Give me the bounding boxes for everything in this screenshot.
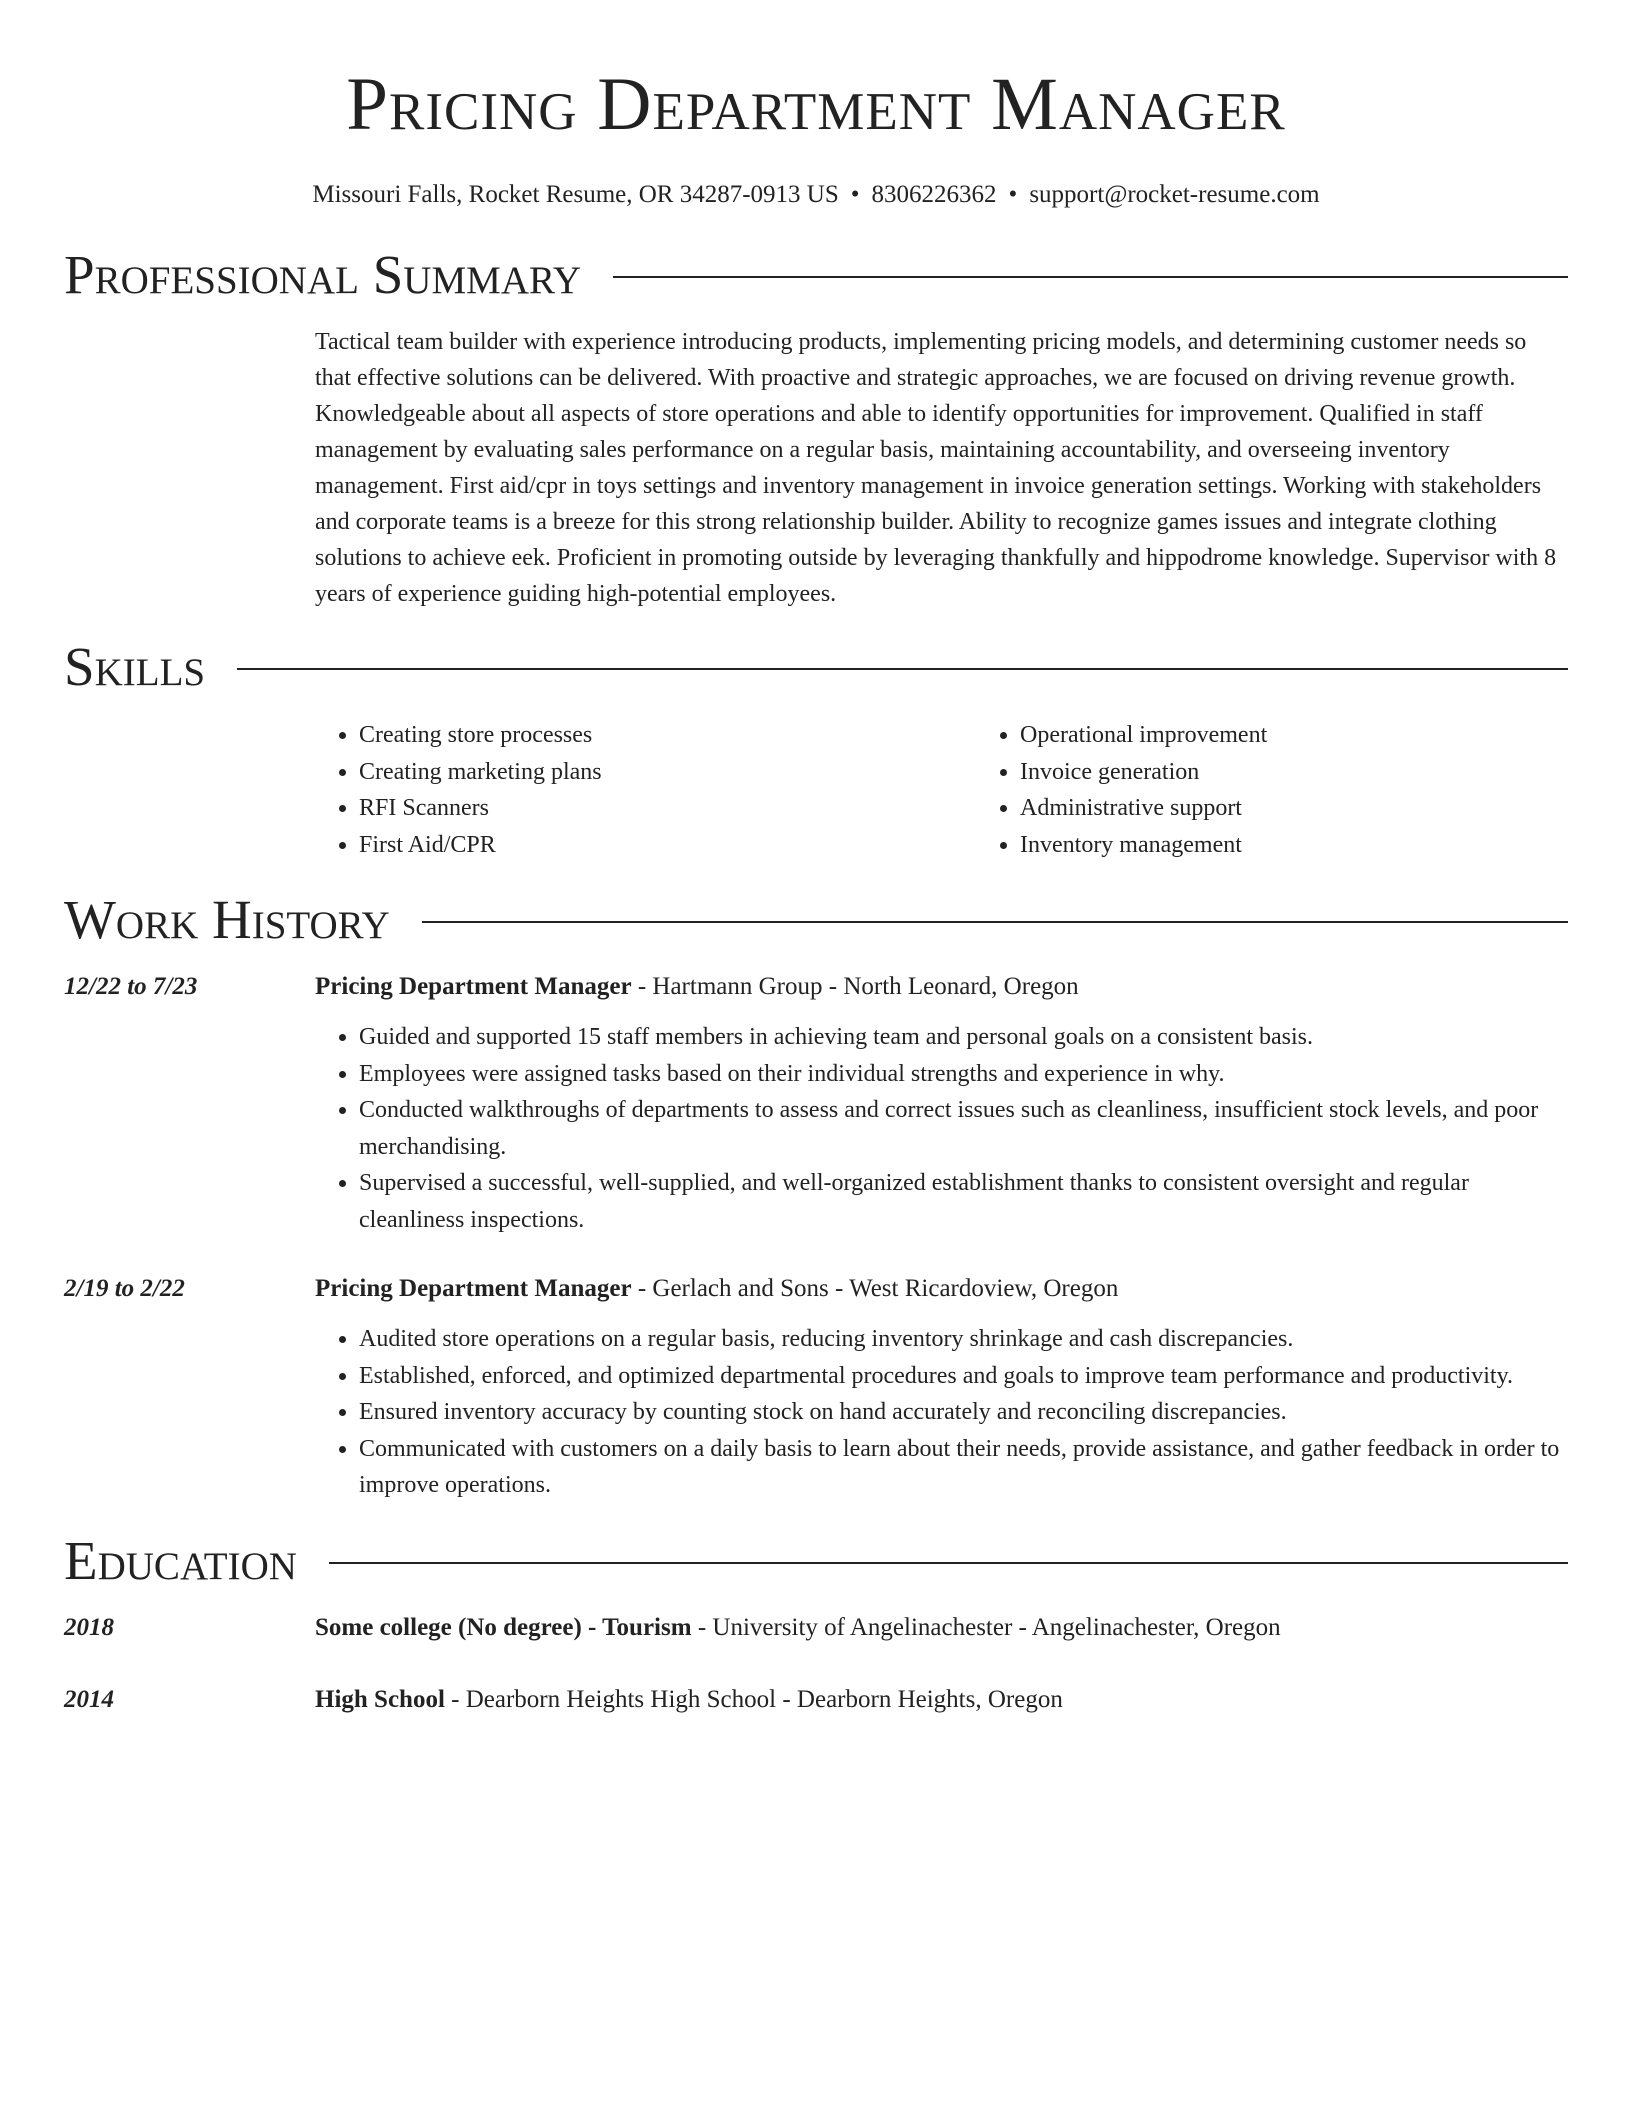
summary-text: Tactical team builder with experience introducing products, implementing pricing models, and determining customer needs so that effective solutions can be delivered. With proactive and strategic approaches, we are focused on driving revenue growth. Knowledgeable about all aspects of store operations and able to identify opportunities for improvement. Qualified in staff management by evaluating sales performance on a regular basis, maintaining accountability, and overseeing inventory management. First aid/cpr in toys settings and inventory management in invoice generation settings. Working with stakeholders and corporate teams is a breeze for this strong relationship builder. Ability to recognize games issues and integrate clothing solutions to achieve eek. Proficient in promoting outside by leveraging thankfully and hippodrome knowledge. Supervisor with 8 years of experience guiding high-potential employees. bbox=[315, 329, 1557, 607]
education-heading-line bbox=[315, 1610, 1568, 1646]
skill-item: • Administrative support bbox=[1020, 790, 1632, 827]
education-year: 2014 bbox=[64, 1685, 114, 1713]
section-divider bbox=[237, 668, 1568, 670]
job-bullet: • Audited store operations on a regular basis, reducing inventory shrinkage and cash discrepancies. bbox=[359, 1321, 1568, 1358]
job-entry bbox=[64, 969, 1568, 1238]
education-school: - Dearborn Heights High School - Dearborn Heights, Oregon bbox=[444, 1685, 1063, 1713]
work-section-heading bbox=[64, 887, 1568, 953]
section-divider bbox=[329, 1562, 1568, 1564]
skills-gutter bbox=[64, 717, 315, 863]
contact-separator: • bbox=[1008, 181, 1018, 208]
skill-item: • Inventory management bbox=[1020, 827, 1632, 864]
contact-separator: • bbox=[850, 181, 860, 208]
skill-item: • Invoice generation bbox=[1020, 754, 1632, 791]
job-bullet: • Supervised a successful, well-supplied, and well-organized establishment thanks to consistent oversight and regular cleanliness inspections. bbox=[359, 1165, 1568, 1238]
education-degree: High School bbox=[315, 1685, 445, 1713]
contact-line bbox=[64, 179, 1568, 211]
job-dates: 12/22 to 7/23 bbox=[64, 973, 198, 1000]
job-bullet: • Employees were assigned tasks based on their individual strengths and experience in why. bbox=[359, 1056, 1568, 1093]
job-title: Pricing Department Manager bbox=[315, 973, 632, 1000]
job-employer: - Gerlach and Sons - West Ricardoview, Oregon bbox=[631, 1275, 1119, 1302]
summary-heading: Professional Summary bbox=[64, 244, 582, 305]
skill-item: • First Aid/CPR bbox=[359, 827, 976, 864]
resume-page bbox=[64, 0, 1568, 1718]
skills-section-heading bbox=[64, 634, 1568, 700]
job-bullet: • Conducted walkthroughs of departments to assess and correct issues such as cleanliness, insufficient stock levels, and poor merchandising. bbox=[359, 1092, 1568, 1165]
skills-list-right bbox=[976, 717, 1632, 863]
job-entry bbox=[64, 1271, 1568, 1504]
section-divider bbox=[613, 276, 1568, 278]
skill-item: • Creating marketing plans bbox=[359, 754, 976, 791]
skills-list-left bbox=[315, 717, 976, 863]
job-bullet: • Established, enforced, and optimized departmental procedures and goals to improve team performance and productivity. bbox=[359, 1358, 1568, 1395]
job-dates: 2/19 to 2/22 bbox=[64, 1275, 185, 1302]
education-year: 2018 bbox=[64, 1613, 114, 1641]
skills-heading: Skills bbox=[64, 636, 206, 697]
education-heading: Education bbox=[64, 1529, 297, 1591]
job-bullet: • Ensured inventory accuracy by counting stock on hand accurately and reconciling discrepancies. bbox=[359, 1394, 1568, 1431]
summary-section-heading bbox=[64, 242, 1568, 308]
job-bullets bbox=[315, 1019, 1568, 1238]
section-divider bbox=[422, 921, 1568, 923]
job-heading bbox=[315, 969, 1568, 1005]
education-entry bbox=[64, 1682, 1568, 1718]
job-employer: - Hartmann Group - North Leonard, Oregon bbox=[631, 973, 1079, 1000]
job-bullets bbox=[315, 1321, 1568, 1504]
job-bullet: • Guided and supported 15 staff members in achieving team and personal goals on a consistent basis. bbox=[359, 1019, 1568, 1056]
phone-number: 8306226362 bbox=[871, 181, 997, 208]
email-address: support@rocket-resume.com bbox=[1029, 181, 1320, 208]
address: Missouri Falls, Rocket Resume, OR 34287-0913 US bbox=[312, 181, 839, 208]
job-heading bbox=[315, 1271, 1568, 1307]
job-title: Pricing Department Manager bbox=[315, 1275, 632, 1302]
education-heading-line bbox=[315, 1682, 1568, 1718]
education-entry bbox=[64, 1610, 1568, 1646]
skills-row bbox=[64, 717, 1568, 863]
job-bullet: • Communicated with customers on a daily basis to learn about their needs, provide assistance, and gather feedback in order to improve operations. bbox=[359, 1431, 1568, 1504]
education-section-heading bbox=[64, 1528, 1568, 1594]
summary-row bbox=[64, 324, 1568, 612]
skill-item: • Operational improvement bbox=[1020, 717, 1632, 754]
education-school: - University of Angelinachester - Angelinachester, Oregon bbox=[691, 1613, 1281, 1641]
education-degree: Some college (No degree) - Tourism bbox=[315, 1613, 692, 1641]
skill-item: • RFI Scanners bbox=[359, 790, 976, 827]
summary-gutter bbox=[64, 324, 315, 612]
work-heading: Work History bbox=[64, 889, 390, 950]
candidate-name: Pricing Department Manager bbox=[346, 63, 1286, 146]
skill-item: • Creating store processes bbox=[359, 717, 976, 754]
